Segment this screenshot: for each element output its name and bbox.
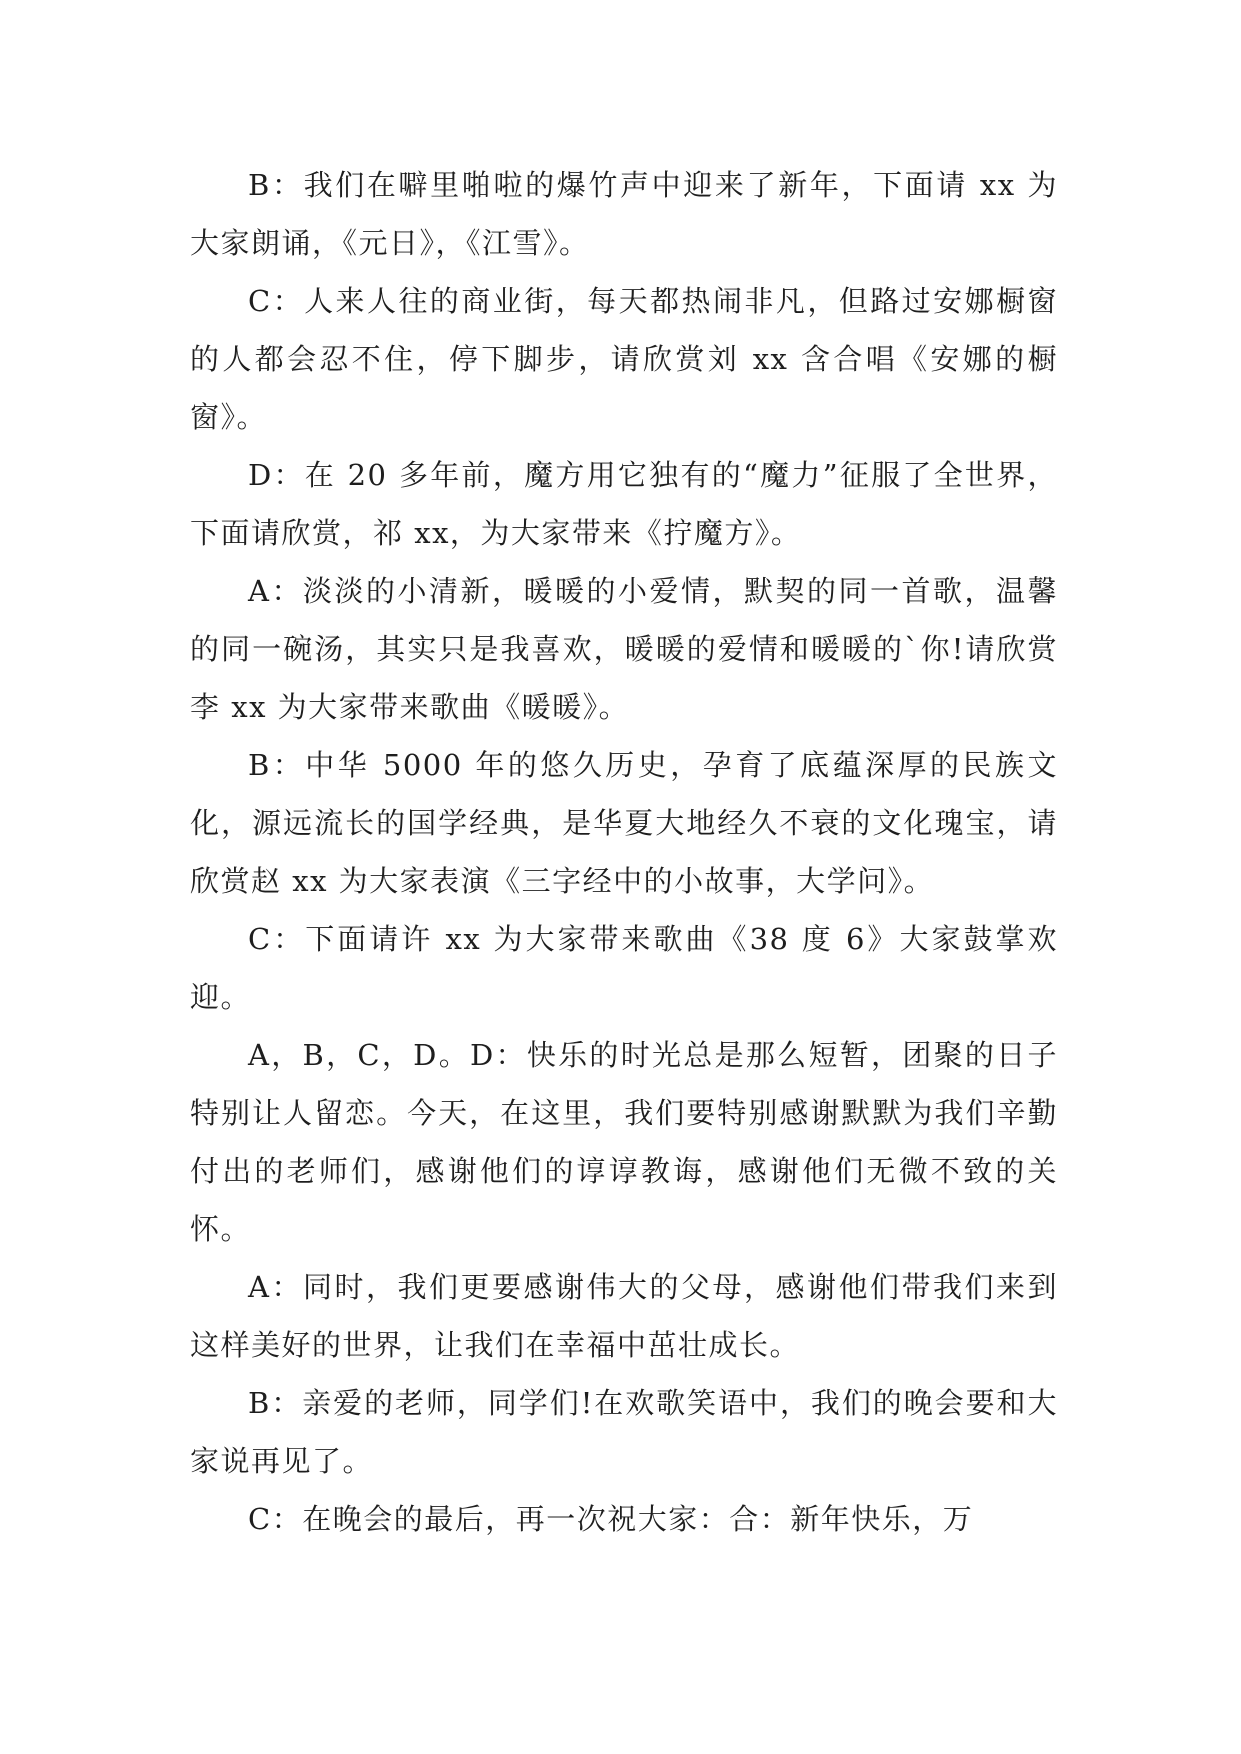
paragraph-7: A，B，C，D。D：快乐的时光总是那么短暂，团聚的日子特别让人留恋。今天，在这里，我们要特别感谢默默为我们辛勤付出的老师们，感谢他们的谆谆教诲，感谢他们无微不致的关怀。 bbox=[190, 1038, 1058, 1246]
paragraph-8: A：同时，我们更要感谢伟大的父母，感谢他们带我们来到这样美好的世界，让我们在幸福中茁壮成长。 bbox=[190, 1270, 1058, 1362]
paragraph-2: C：人来人往的商业街，每天都热闹非凡，但路过安娜橱窗的人都会忍不住，停下脚步，请欣赏刘 xx 含合唱《安娜的橱窗》。 bbox=[190, 284, 1058, 434]
paragraph-4: A：淡淡的小清新，暖暖的小爱情，默契的同一首歌，温馨的同一碗汤，其实只是我喜欢，暖暖的爱情和暖暖的`你!请欣赏李 xx 为大家带来歌曲《暖暖》。 bbox=[190, 574, 1058, 724]
paragraph-9: B：亲爱的老师，同学们!在欢歌笑语中，我们的晚会要和大家说再见了。 bbox=[190, 1386, 1058, 1478]
document-body bbox=[190, 156, 1058, 1548]
paragraph-3: D：在 20 多年前，魔方用它独有的“魔力”征服了全世界，下面请欣赏，祁 xx，为大家带来《拧魔方》。 bbox=[190, 458, 1058, 550]
paragraph-1: B：我们在噼里啪啦的爆竹声中迎来了新年，下面请 xx 为大家朗诵，《元日》，《江雪》。 bbox=[190, 168, 1058, 260]
paragraph-10: C：在晚会的最后，再一次祝大家：合：新年快乐，万 bbox=[248, 1502, 974, 1536]
paragraph-6: C：下面请许 xx 为大家带来歌曲《38 度 6》大家鼓掌欢迎。 bbox=[190, 922, 1058, 1014]
paragraph-5: B：中华 5000 年的悠久历史，孕育了底蕴深厚的民族文化，源远流长的国学经典，是华夏大地经久不衰的文化瑰宝，请欣赏赵 xx 为大家表演《三字经中的小故事，大学问》。 bbox=[190, 748, 1058, 898]
